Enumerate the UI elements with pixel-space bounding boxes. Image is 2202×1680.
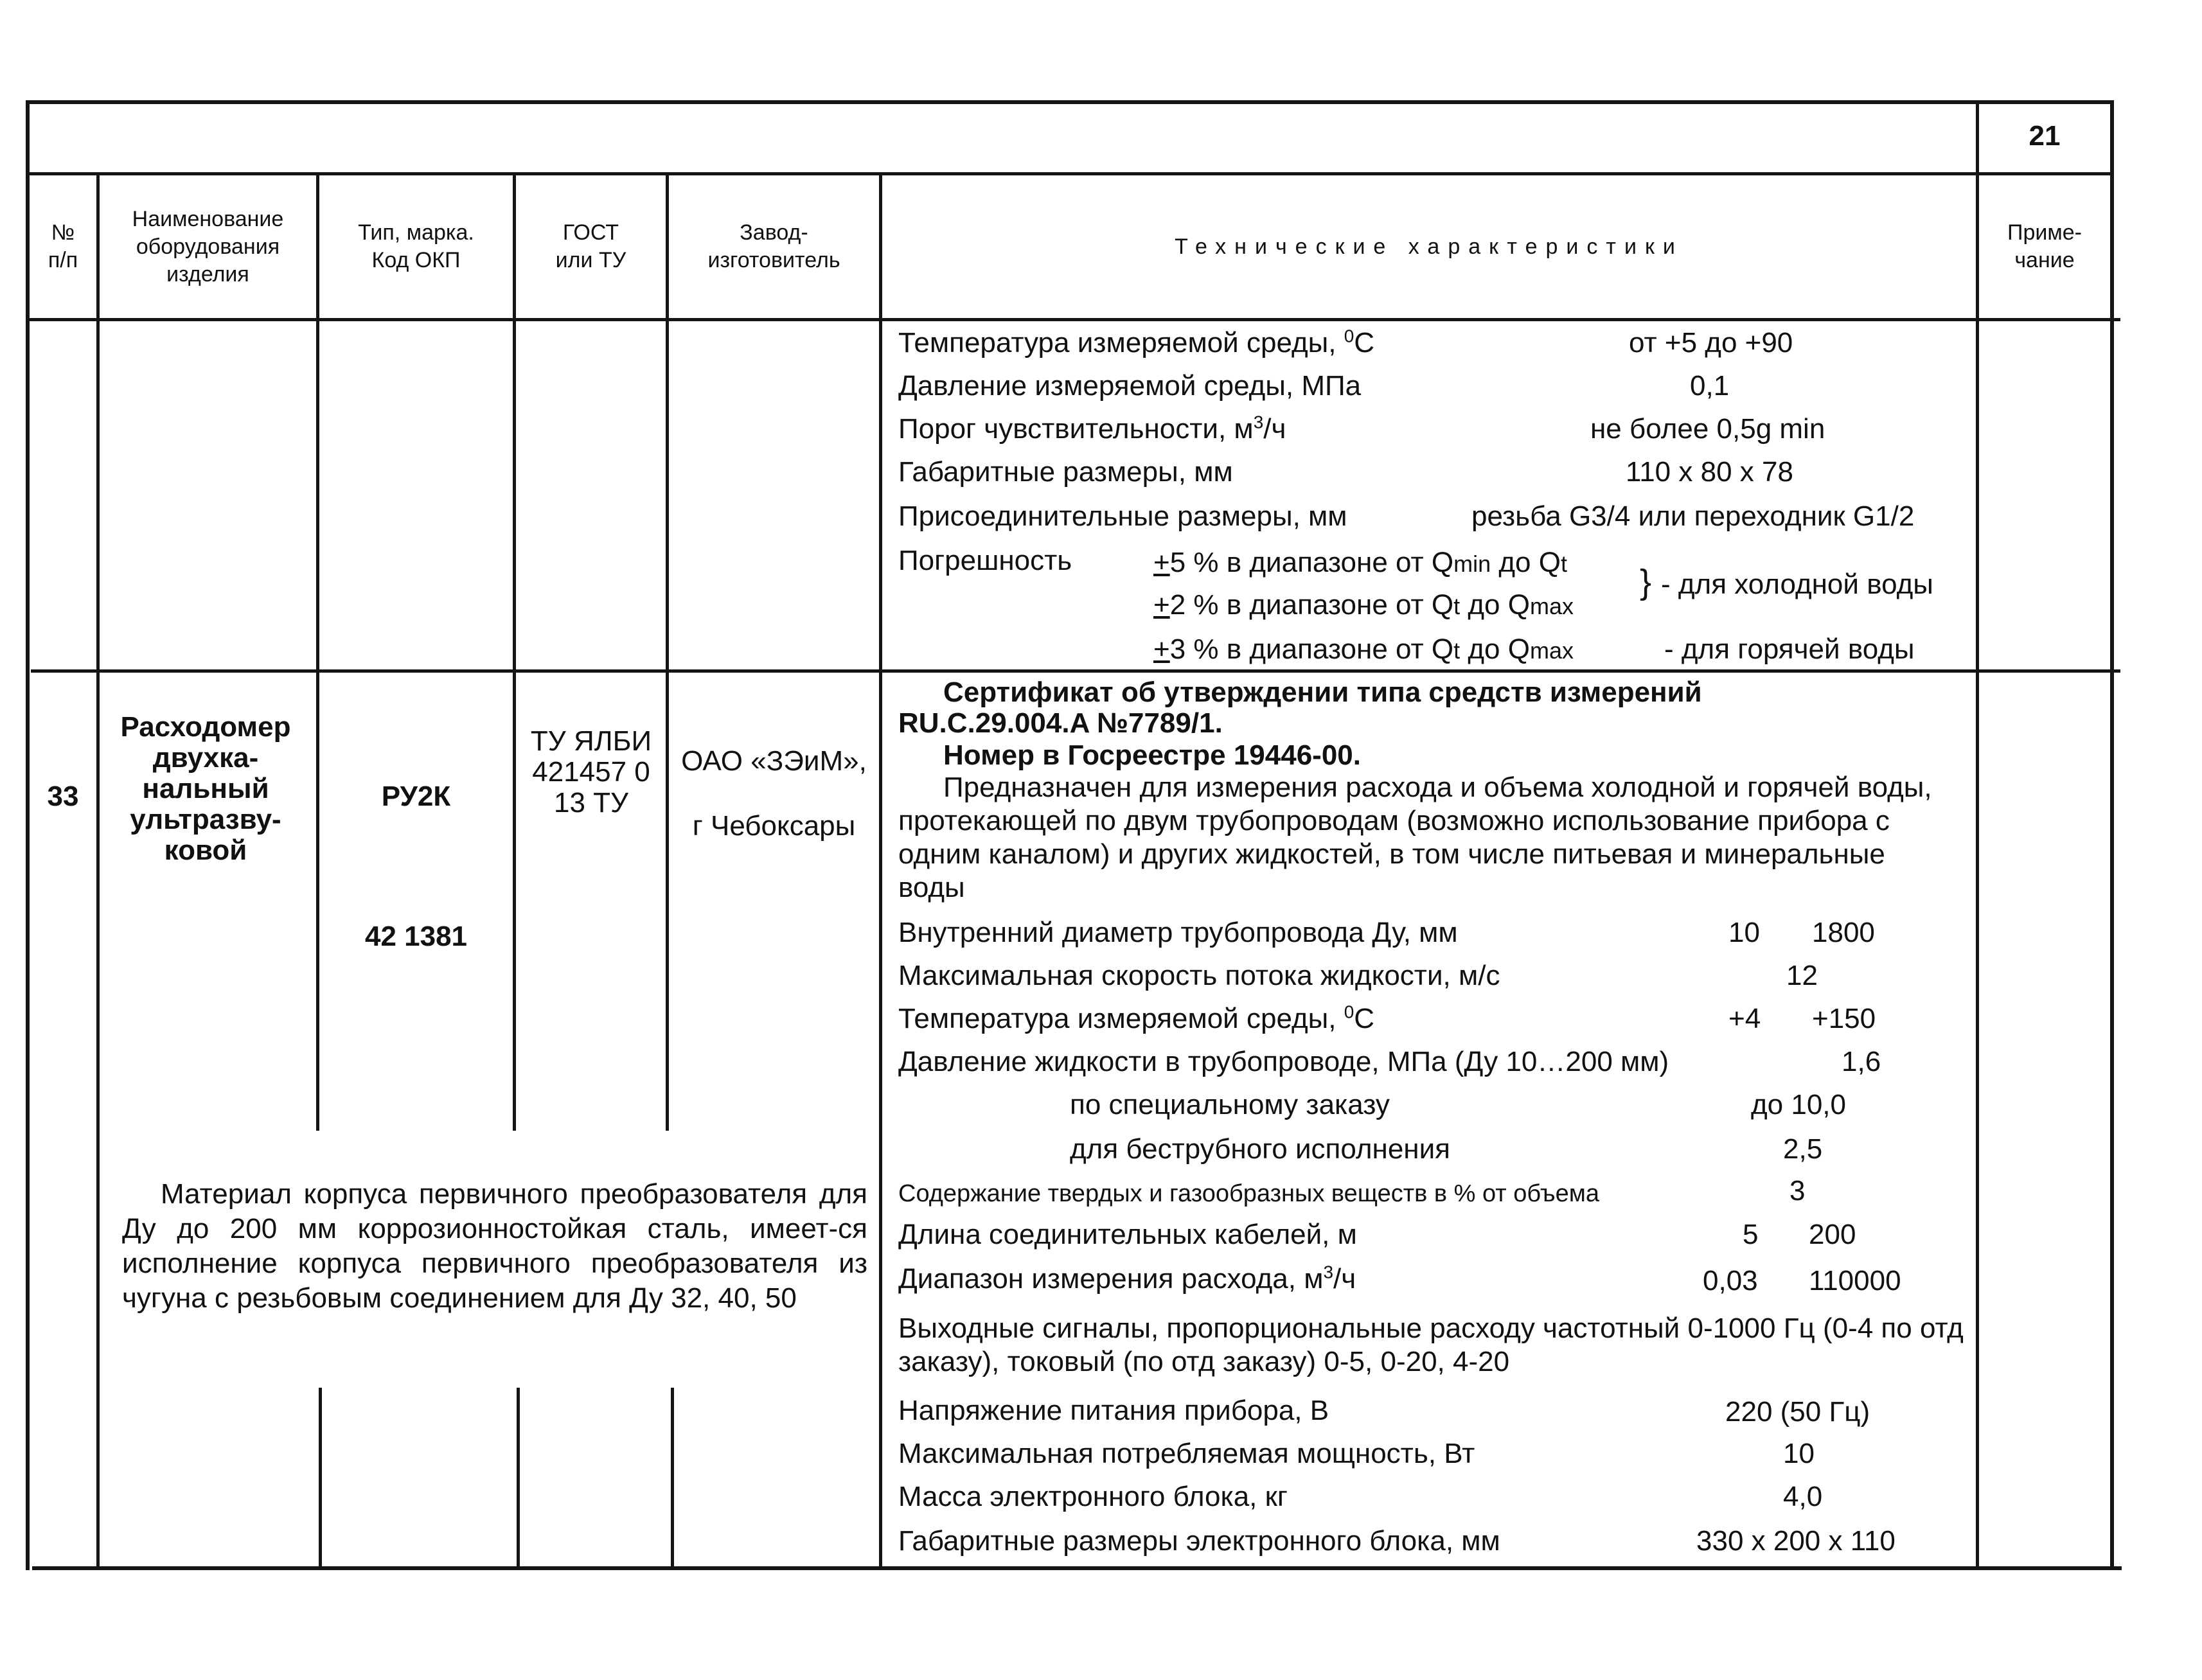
tech-val-temp-2: +150 <box>1812 1003 1876 1034</box>
tech-val-box-dim: 330 х 200 х 110 <box>1696 1525 1896 1557</box>
page-number: 21 <box>2029 120 2061 152</box>
prev-row-threshold: Порог чувствительности, $м^3/ч$ <box>898 412 1286 445</box>
prev-error-line-2: +2 % в диапазоне от Qt до Qmax <box>1153 589 1574 621</box>
prev-value-connect: резьба G3/4 или переходник G1/2 <box>1471 500 1915 532</box>
tech-row-pressure: Давление жидкости в трубопроводе, МПа (Ду 10…200 мм) <box>898 1046 1669 1077</box>
item-number: 33 <box>47 781 79 812</box>
prev-hot-note: - для горячей воды <box>1664 633 1915 665</box>
item-maker-1: ОАО «ЗЭиМ», <box>681 745 867 777</box>
tech-row-power: Максимальная потребляемая мощность, Вт <box>898 1438 1475 1469</box>
purpose-text: Предназначен для измерения расхода и объема холодной и горячей воды, протекающей по двум трубопроводам (возможно использование прибора с одним каналом) и других жидкостей, в том числе питьевая и минеральные воды <box>898 772 1932 903</box>
prev-row-dimensions: Габаритные размеры, мм <box>898 456 1233 488</box>
registry-number: Номер в Госреестре 19446-00. <box>943 739 1361 771</box>
tech-val-cables-2: 200 <box>1809 1219 1856 1250</box>
tech-val-power: 10 <box>1783 1438 1815 1469</box>
prev-error-line-1: +5 % в диапазоне от Qmin до Qt <box>1153 547 1567 578</box>
tech-row-temp: Температура измеряемой среды, $^0$С <box>898 1002 1375 1034</box>
tech-val-diameter-2: 1800 <box>1812 917 1875 948</box>
prev-cold-note: - для холодной воды <box>1661 569 1933 600</box>
tech-val-pipeless: 2,5 <box>1783 1133 1823 1165</box>
tech-row-voltage: Напряжение питания прибора, В <box>898 1395 1329 1426</box>
header-note: Приме-чание <box>2007 220 2082 272</box>
tech-val-mass: 4,0 <box>1783 1481 1823 1512</box>
tech-row-mass: Масса электронного блока, кг <box>898 1481 1288 1512</box>
tech-row-cables: Длина соединительных кабелей, м <box>898 1219 1357 1250</box>
tech-val-diameter-1: 10 <box>1728 917 1760 948</box>
header-tech: Технические характеристики <box>1175 234 1683 259</box>
header-type: Тип, марка. Код ОКП <box>358 220 474 272</box>
material-note: Материал корпуса первичного преобразователя для Ду до 200 мм коррозионностойкая сталь, имеет-ся исполнение корпуса первичного преобразователя из чугуна с резьбовым соединением для Ду 32, 40, 50 <box>122 1178 867 1314</box>
item-maker-2: г Чебоксары <box>692 810 856 842</box>
tech-row-solids: Содержание твердых и газообразных веществ в % от объема <box>898 1180 1600 1207</box>
prev-error-label: Погрешность <box>898 545 1072 576</box>
header-maker: Завод-изготовитель <box>707 220 840 272</box>
tech-val-cables-1: 5 <box>1743 1219 1759 1250</box>
item-gost: ТУ ЯЛБИ 421457 0 13 ТУ <box>530 725 652 818</box>
tech-val-range-2: 110000 <box>1809 1265 1901 1296</box>
header-gost: ГОСТ или ТУ <box>555 220 626 272</box>
tech-val-solids: 3 <box>1789 1175 1806 1207</box>
prev-value-threshold: не более 0,5g min <box>1590 413 1825 445</box>
item-okp: 42 1381 <box>364 921 468 952</box>
tech-val-speed: 12 <box>1786 960 1818 991</box>
tech-row-box-dim: Габаритные размеры электронного блока, мм <box>898 1525 1500 1557</box>
prev-row-temp: Температура измеряемой среды, $^0$С <box>898 326 1375 358</box>
prev-value-temp: от +5 до +90 <box>1629 327 1793 358</box>
tech-row-diameter: Внутренний диаметр трубопровода Ду, мм <box>898 917 1458 948</box>
prev-value-dimensions: 110 х 80 х 78 <box>1626 456 1793 488</box>
tech-val-voltage: 220 (50 Гц) <box>1725 1396 1870 1428</box>
prev-cold-brace: } <box>1640 563 1652 601</box>
tech-val-special: до 10,0 <box>1751 1089 1847 1120</box>
tech-val-range-1: 0,03 <box>1703 1265 1758 1296</box>
tech-row-special: по специальному заказу <box>1070 1089 1390 1120</box>
item-name: Расходомер двухка-нальный ультразву-ковой <box>120 711 291 866</box>
prev-error-line-3: +3 % в диапазоне от Qt до Qmax <box>1153 633 1574 665</box>
tech-row-pipeless: для беструбного исполнения <box>1070 1133 1451 1165</box>
item-type: РУ2К <box>381 781 451 812</box>
output-signals: Выходные сигналы, пропорциональные расходу частотный 0-1000 Гц (0-4 по отд заказу), токовый (по отд заказу) 0-5, 0-20, 4-20 <box>898 1313 1964 1377</box>
prev-row-connect: Присоединительные размеры, мм <box>898 500 1347 532</box>
header-name: Наименование оборудования изделия <box>132 206 284 287</box>
tech-val-pressure: 1,6 <box>1842 1046 1881 1077</box>
header-num: № п/п <box>48 220 78 272</box>
prev-row-pressure: Давление измеряемой среды, МПа <box>898 370 1362 402</box>
tech-row-speed: Максимальная скорость потока жидкости, м/с <box>898 960 1500 991</box>
tech-val-temp-1: +4 <box>1728 1003 1761 1034</box>
cert-line-1: Сертификат об утверждении типа средств измерений <box>943 676 1702 708</box>
cert-line-2: RU.C.29.004.A №7789/1. <box>898 707 1223 739</box>
prev-value-pressure: 0,1 <box>1690 370 1730 402</box>
tech-row-range: Диапазон измерения расхода, $м^3/ч$ <box>898 1262 1356 1295</box>
